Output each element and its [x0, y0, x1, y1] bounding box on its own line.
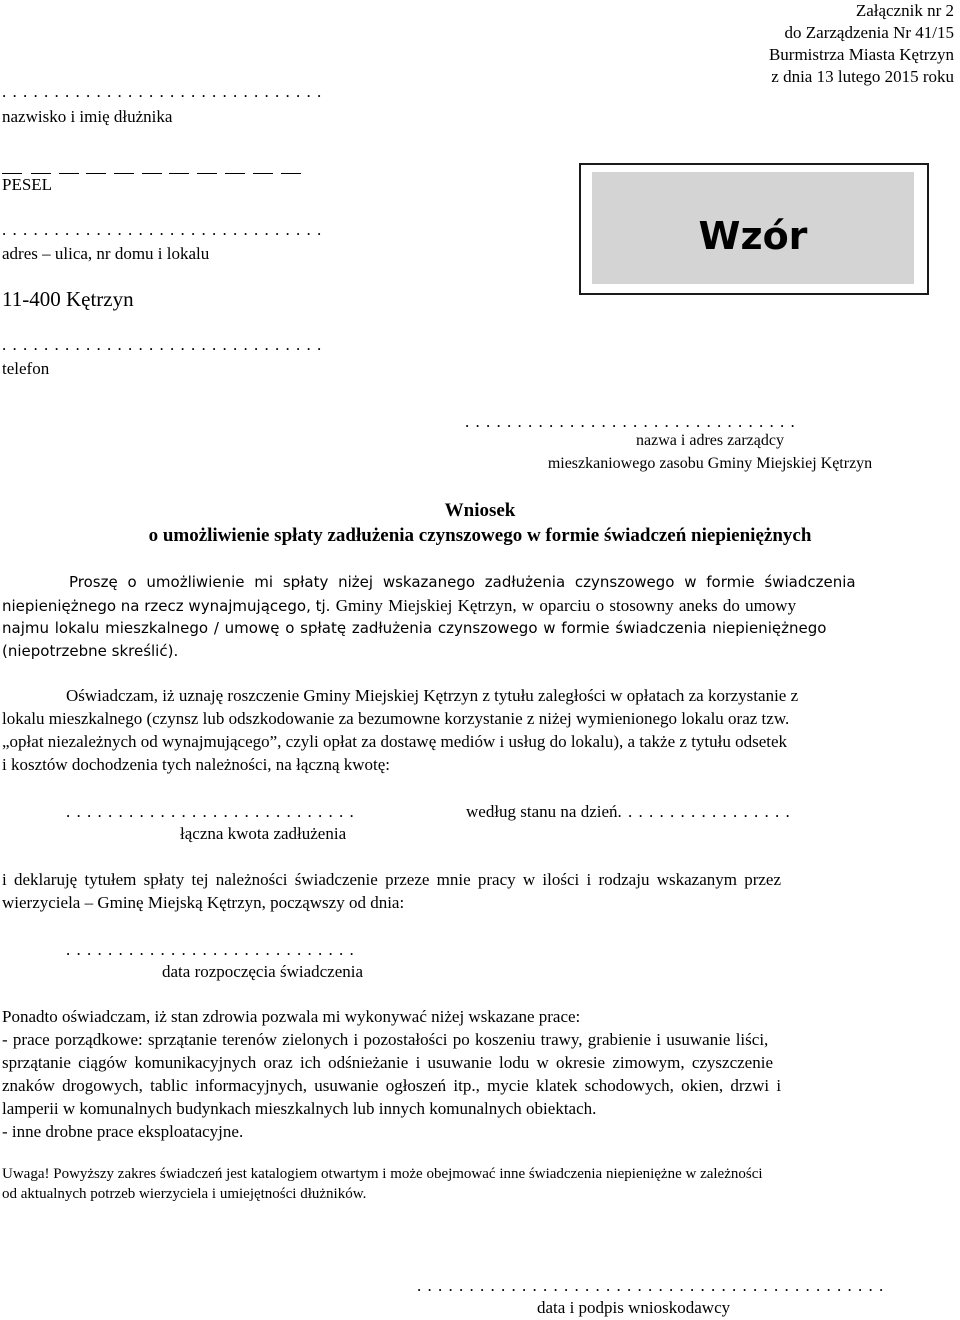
pesel-digit-line — [31, 173, 51, 174]
para1-line-2-serif: Gminy Miejskiej Kętrzyn, w oparciu o stosowny aneks do umowy — [330, 596, 797, 615]
address-dots: . . . . . . . . . . . . . . . . . . . . . . . . . . . . . . . — [2, 220, 323, 239]
annex-line-2: do Zarządzenia Nr 41/15 — [784, 23, 954, 42]
annex-line-4: z dnia 13 lutego 2015 roku — [771, 67, 954, 86]
para2-line-2: lokalu mieszkalnego (czynsz lub odszkodowanie za bezumowne korzystanie z niżej wymienionego lokalu oraz tzw. — [2, 709, 790, 728]
template-stamp-inner — [592, 172, 914, 284]
amount-label: łączna kwota zadłużenia — [180, 824, 347, 843]
pesel-digit-line — [86, 173, 106, 174]
para1-line-3: najmu lokalu mieszkalnego / umowę o spłatę zadłużenia czynszowego w formie świadczenia niepieniężnego — [2, 619, 827, 637]
amount-dots: . . . . . . . . . . . . . . . . . . . . . . . . . . . . — [66, 802, 355, 821]
pesel-digit-line — [281, 173, 301, 174]
amount-date-label: według stanu na dzień — [466, 802, 618, 821]
pesel-digit-line — [2, 173, 22, 174]
pesel-digit-line — [225, 173, 245, 174]
para2-line-1: Oświadczam, iż uznaję roszczenie Gminy Miejskiej Kętrzyn z tytułu zaległości w opłatach za korzystanie z — [66, 686, 799, 705]
para2-line-3: „opłat niezależnych od wynajmującego”, czyli opłat za dostawę mediów i usług do lokalu), a także z tytułu odsetek — [2, 732, 788, 751]
page-title: Wniosek — [444, 500, 516, 521]
para1-line-2-sans: niepieniężnego na rzecz wynajmującego, tj. — [2, 597, 331, 615]
pesel-digit-line — [59, 173, 79, 174]
phone-label: telefon — [2, 359, 50, 378]
phone-dots: . . . . . . . . . . . . . . . . . . . . . . . . . . . . . . . — [2, 335, 323, 354]
para3-line-1: i deklaruję tytułem spłaty tej należności świadczenie przeze mnie pracy w ilości i rodzaju wskazanym przez — [2, 870, 782, 889]
para1-line-4: (niepotrzebne skreślić). — [2, 642, 179, 660]
page-subtitle: o umożliwienie spłaty zadłużenia czynszowego w formie świadczeń niepieniężnych — [148, 525, 812, 546]
note-line-2: od aktualnych potrzeb wierzyciela i umiejętności dłużników. — [2, 1186, 367, 1202]
para3-line-2: wierzyciela – Gminę Miejską Kętrzyn, począwszy od dnia: — [2, 893, 405, 912]
note-line-1: Uwaga! Powyższy zakres świadczeń jest katalogiem otwartym i może obejmować inne świadczenia niepieniężne w zależności — [2, 1166, 763, 1182]
para4-line-4: znaków drogowych, tablic informacyjnych, usuwanie ogłoszeń itp., mycie klatek schodowych, okien, drzwi i — [2, 1076, 782, 1095]
annex-line-1: Załącznik nr 2 — [855, 1, 954, 20]
para1-line-2 — [2, 596, 796, 616]
start-label: data rozpoczęcia świadczenia — [162, 962, 364, 981]
template-stamp — [579, 163, 929, 295]
recipient-line-2: mieszkaniowego zasobu Gminy Miejskiej Kętrzyn — [547, 455, 873, 472]
annex-line-3: Burmistrza Miasta Kętrzyn — [768, 45, 954, 64]
template-stamp-text: Wzór — [698, 214, 808, 258]
pesel-label: PESEL — [2, 175, 53, 194]
start-dots: . . . . . . . . . . . . . . . . . . . . . . . . . . . . — [66, 940, 355, 959]
amount-date-dots: . . . . . . . . . . . . . . . . . — [617, 802, 791, 821]
pesel-digit-line — [197, 173, 217, 174]
name-label: nazwisko i imię dłużnika — [2, 107, 173, 126]
pesel-digit-line — [142, 173, 162, 174]
para4-line-3: sprzątanie ciągów komunikacyjnych oraz ich odśnieżanie i usuwanie lodu w okresie zimowym, czyszczenie — [2, 1053, 773, 1072]
recipient-line-1: nazwa i adres zarządcy — [636, 432, 784, 449]
signature-label: data i podpis wnioskodawcy — [537, 1298, 731, 1317]
annex-header — [769, 0, 954, 88]
address-label: adres – ulica, nr domu i lokalu — [2, 244, 210, 263]
signature-dots: . . . . . . . . . . . . . . . . . . . . . . . . . . . . . . . . . . . . . . . . . . . . . — [417, 1276, 885, 1295]
pesel-digit-line — [169, 173, 189, 174]
para4-line-6: - inne drobne prace eksploatacyjne. — [2, 1122, 244, 1141]
para1-line-1: Proszę o umożliwienie mi spłaty niżej wskazanego zadłużenia czynszowego w formie świadczenia — [69, 573, 856, 591]
para4-line-2: - prace porządkowe: sprzątanie terenów zielonych i pozostałości po koszeniu trawy, grabienie i usuwanie liści, — [2, 1030, 769, 1049]
recipient-dots: . . . . . . . . . . . . . . . . . . . . . . . . . . . . . . . . — [465, 412, 796, 431]
city-text: 11-400 Kętrzyn — [2, 287, 134, 311]
pesel-digit-line — [253, 173, 273, 174]
para2-line-4: i kosztów dochodzenia tych należności, na łączną kwotę: — [2, 755, 391, 774]
pesel-digit-line — [114, 173, 134, 174]
amount-date-text — [466, 802, 791, 822]
name-dots: . . . . . . . . . . . . . . . . . . . . . . . . . . . . . . . — [2, 82, 323, 101]
para4-line-5: lamperii w komunalnych budynkach mieszkalnych lub innych komunalnych obiektach. — [2, 1099, 597, 1118]
para4-line-1: Ponadto oświadczam, iż stan zdrowia pozwala mi wykonywać niżej wskazane prace: — [2, 1007, 581, 1026]
